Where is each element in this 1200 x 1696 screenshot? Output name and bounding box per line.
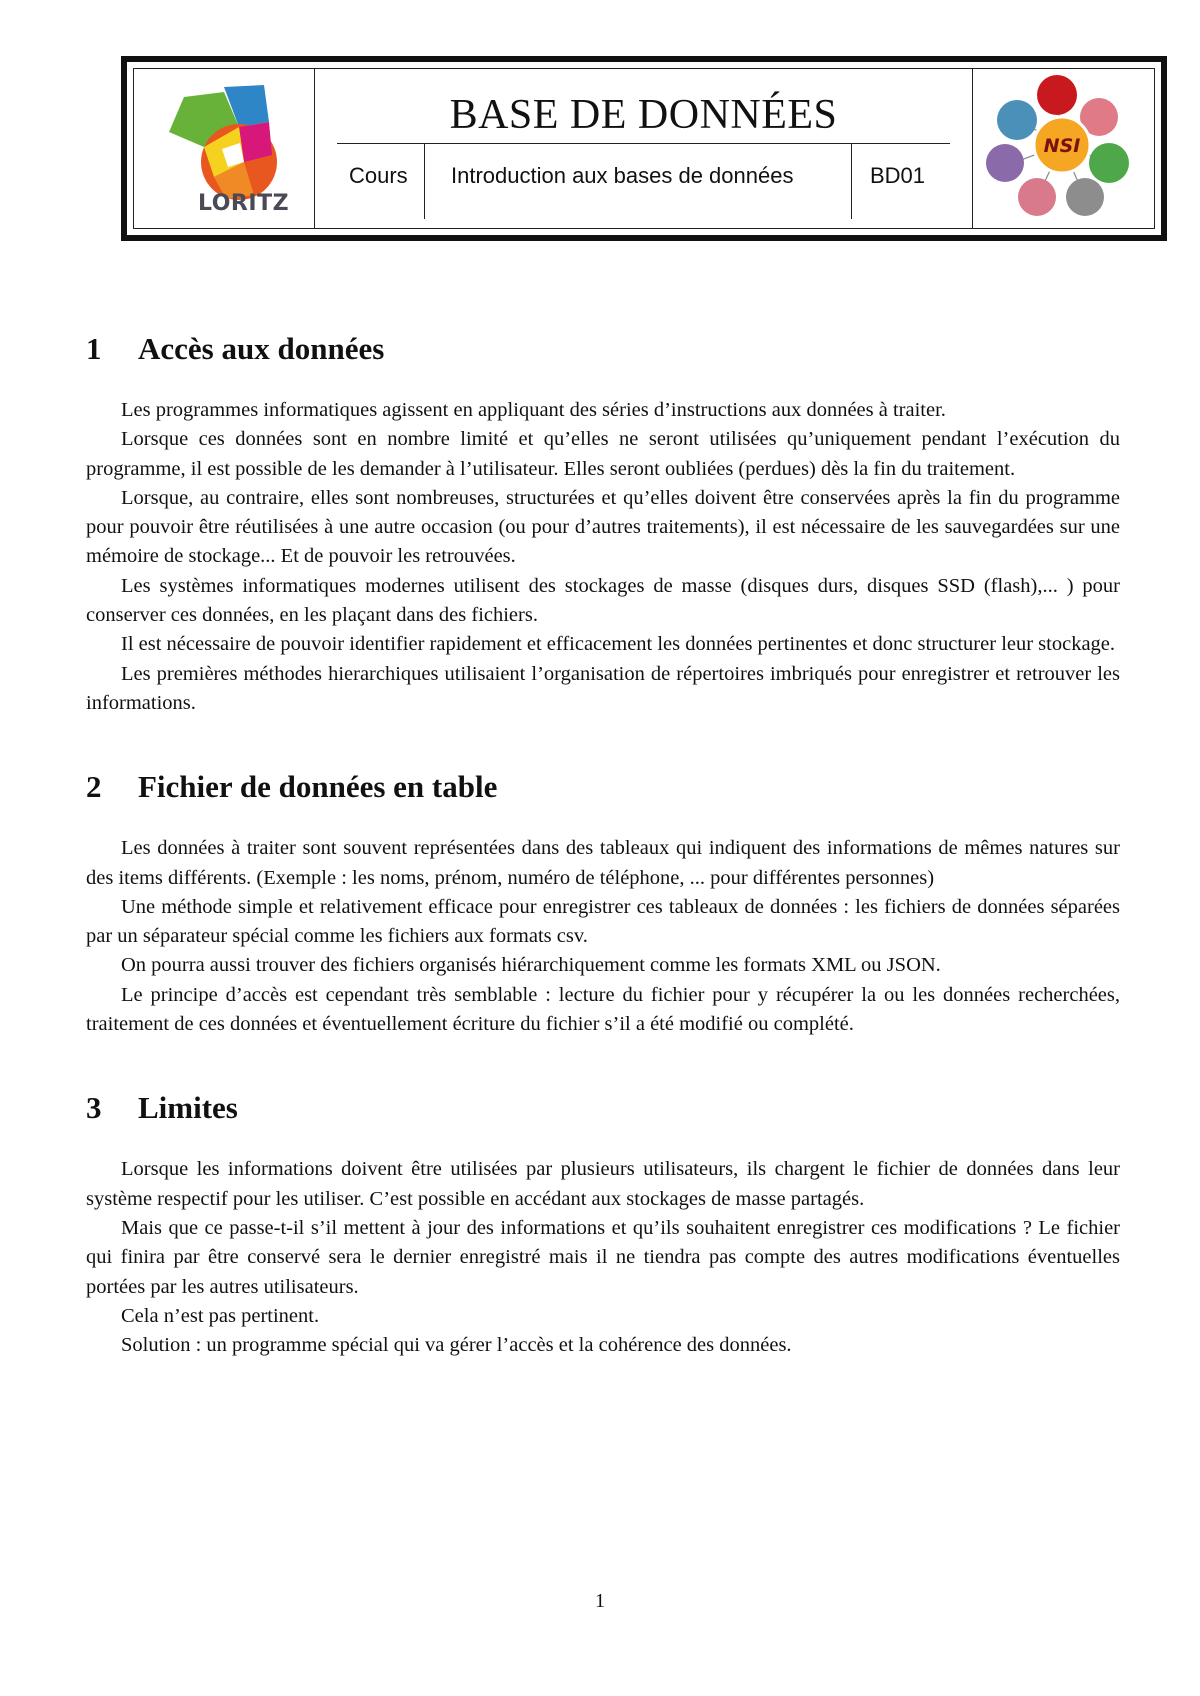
paragraph: Solution : un programme spécial qui va gérer l’accès et la cohérence des données. <box>121 1334 792 1357</box>
document-body <box>86 330 1120 1360</box>
doc-subject: Introduction aux bases de données <box>425 144 852 219</box>
section-acces-donnees <box>86 330 1120 718</box>
section-title-text: Fichier de données en table <box>138 769 498 805</box>
section-title-text: Limites <box>138 1090 238 1126</box>
page-title: BASE DE DONNÉES <box>449 92 838 138</box>
section-number: 3 <box>86 1090 102 1126</box>
paragraph: Lorsque ces données sont en nombre limité et qu’elles ne seront utilisées qu’uniquement pendant l’exécution du programme, il est possible de les demander à l’utilisateur. Elles seront oubliées (perdues) dès la fin du traitement. <box>86 428 1120 480</box>
loritz-logo-cell <box>134 69 315 228</box>
document-header <box>121 56 1167 241</box>
section-number: 2 <box>86 769 102 805</box>
paragraph: Lorsque, au contraire, elles sont nombreuses, structurées et qu’elles doivent être conservées après la fin du programme pour pouvoir être réutilisées à une autre occasion (ou pour d’autres traitements), il est nécessaire de les sauvegardées sur une mémoire de stockage... Et de pouvoir les retrouvées. <box>86 486 1120 568</box>
header-meta-row <box>337 144 950 219</box>
section-limites <box>86 1089 1120 1360</box>
section-heading <box>86 330 1120 396</box>
paragraph: On pourra aussi trouver des fichiers organisés hiérarchiquement comme les formats XML ou JSON. <box>121 954 941 977</box>
paragraph: Lorsque les informations doivent être utilisées par plusieurs utilisateurs, ils chargent le fichier de données dans leur système respectif pour les utiliser. C’est possible en accédant aux stockages de masse partagés. <box>86 1158 1120 1210</box>
nsi-diagram-icon <box>977 73 1147 223</box>
paragraph: Les premières méthodes hierarchiques utilisaient l’organisation de répertoires imbriqués pour enregistrer et retrouver les informations. <box>86 662 1120 714</box>
section-heading <box>86 1089 1120 1155</box>
nsi-label: NSI <box>1043 135 1081 157</box>
doc-type: Cours <box>337 144 425 219</box>
paragraph: Les données à traiter sont souvent représentées dans des tableaux qui indiquent des informations de mêmes natures sur des items différents. (Exemple : les noms, prénom, numéro de téléphone, ... pour différentes personnes) <box>86 837 1120 889</box>
paragraph: Le principe d’accès est cependant très semblable : lecture du fichier pour y récupérer la ou les données recherchées, traitement de ces données et éventuellement écriture du fichier s’il a été modifié ou complété. <box>86 983 1120 1036</box>
doc-code: BD01 <box>870 162 926 188</box>
paragraph: Mais que ce passe-t-il s’il mettent à jour des informations et qu’ils souhaitent enregistrer ces modifications ? Le fichier qui finira par être conservé sera le dernier enregistré mais il ne tiendra pas compte des autres modifications éventuelles portées par les autres utilisateurs. <box>86 1216 1120 1298</box>
paragraph: Cela n’est pas pertinent. <box>121 1304 320 1327</box>
loritz-logo-icon <box>144 77 304 207</box>
paragraph: Les systèmes informatiques modernes utilisent des stockages de masse (disques durs, disques SSD (flash),... ) pour conserver ces données, en les plaçant dans des fichiers. <box>86 574 1120 627</box>
paragraph: Les programmes informatiques agissent en appliquant des séries d’instructions aux données à traiter. <box>121 399 946 421</box>
loritz-logo-text: LORITZ <box>198 191 290 216</box>
section-number: 1 <box>86 331 102 366</box>
section-spacer <box>86 718 1120 768</box>
section-title-text: Accès aux données <box>138 331 385 366</box>
header-center <box>315 69 972 228</box>
page-number: 1 <box>595 1590 605 1612</box>
header-table <box>133 68 1155 229</box>
nsi-logo-cell <box>972 69 1154 228</box>
section-heading <box>86 768 1120 834</box>
section-spacer <box>86 1039 1120 1089</box>
paragraph: Il est nécessaire de pouvoir identifier rapidement et efficacement les données pertinentes et donc structurer leur stockage. <box>121 633 1116 656</box>
section-fichier-table <box>86 768 1120 1039</box>
paragraph: Une méthode simple et relativement efficace pour enregistrer ces tableaux de données : les fichiers de données séparées par un séparateur spécial comme les fichiers aux formats csv. <box>86 895 1120 948</box>
